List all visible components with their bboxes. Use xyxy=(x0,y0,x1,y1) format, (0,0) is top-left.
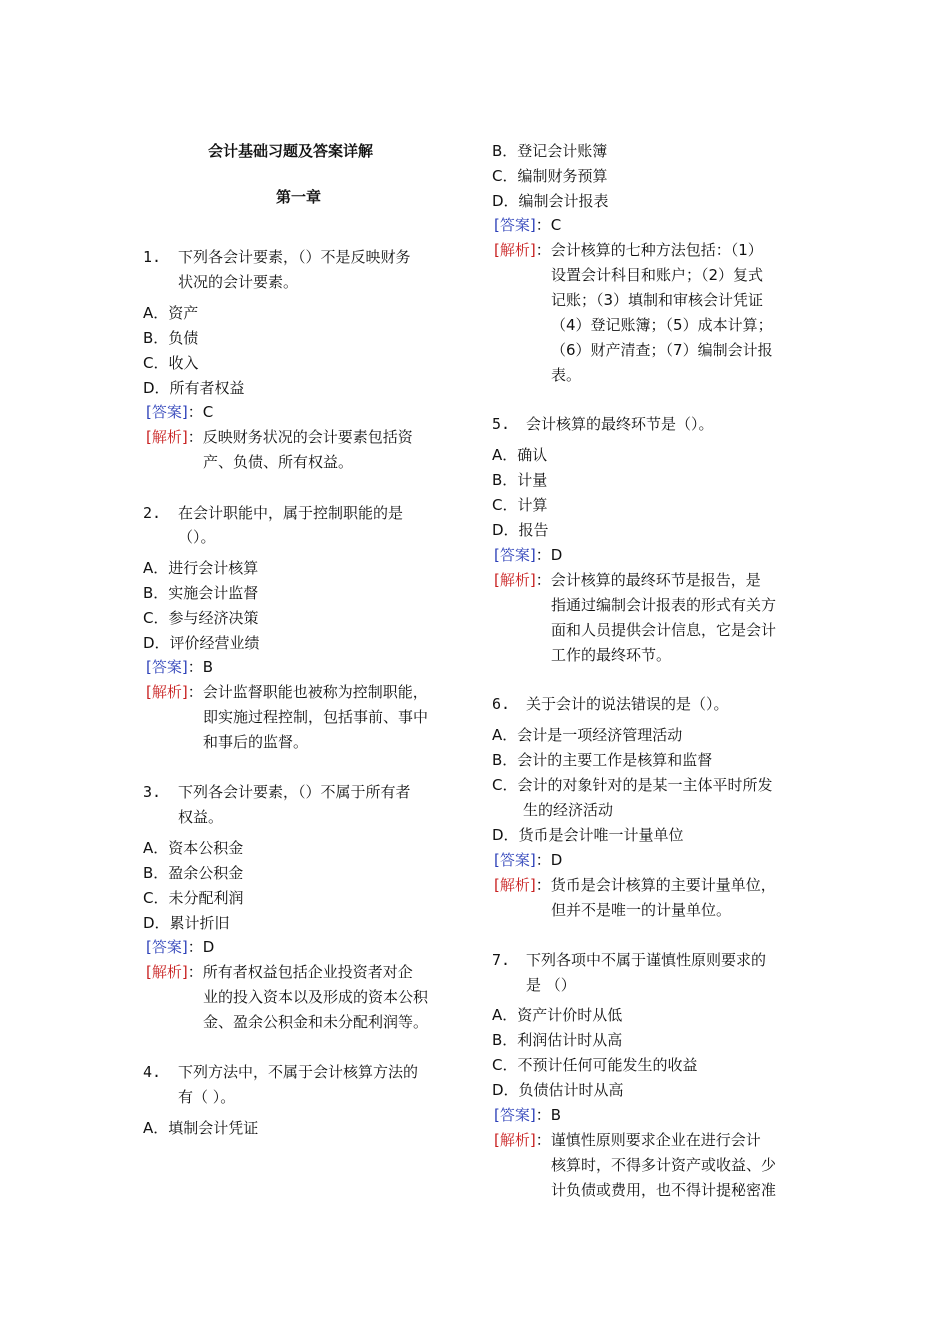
explanation-text: 产、负债、所有权益。 xyxy=(203,453,354,471)
explanation-text: ：货币是会计核算的主要计量单位， xyxy=(535,876,776,894)
answer-row xyxy=(146,936,214,958)
question-stem: 有（ ）。 xyxy=(178,1088,236,1106)
explanation-tag: [解析] xyxy=(494,571,536,589)
question-number: 2. xyxy=(143,504,162,522)
explanation-row xyxy=(146,426,413,448)
question-stem: 是 （） xyxy=(526,976,576,994)
answer-row xyxy=(494,849,562,871)
answer-row xyxy=(494,1104,561,1126)
option-b: B．计量 xyxy=(492,471,548,489)
explanation-text: 指通过编制会计报表的形式有关方 xyxy=(551,596,777,614)
answer-row xyxy=(146,401,213,423)
question-stem: 权益。 xyxy=(178,808,224,826)
option-a: A．填制会计凭证 xyxy=(143,1119,259,1137)
explanation-text: ：会计核算的七种方法包括：（1） xyxy=(535,241,763,259)
option-d: D．报告 xyxy=(492,521,549,539)
explanation-text: 即实施过程控制，包括事前、事中 xyxy=(203,708,429,726)
option-c-continued: 生的经济活动 xyxy=(523,801,614,819)
answer-tag: [答案] xyxy=(494,851,536,869)
explanation-tag: [解析] xyxy=(146,428,188,446)
question-stem: 在会计职能中，属于控制职能的是 xyxy=(178,504,404,522)
question-stem: 下列各项中不属于谨慎性原则要求的 xyxy=(526,951,767,969)
explanation-text: 表。 xyxy=(551,366,582,384)
question-stem: （）。 xyxy=(178,528,216,546)
explanation-row xyxy=(494,1129,761,1151)
explanation-tag: [解析] xyxy=(494,876,536,894)
option-b: B．实施会计监督 xyxy=(143,584,259,602)
explanation-text: ：会计核算的最终环节是报告，是 xyxy=(535,571,761,589)
explanation-text: 金、盈余公积金和未分配利润等。 xyxy=(203,1013,429,1031)
question-number: 3. xyxy=(143,783,162,801)
answer-row xyxy=(146,656,213,678)
option-b: B．负债 xyxy=(143,329,199,347)
explanation-row xyxy=(146,961,413,983)
option-a: A．会计是一项经济管理活动 xyxy=(492,726,683,744)
question-stem: 下列方法中，不属于会计核算方法的 xyxy=(178,1063,419,1081)
answer-value: ：B xyxy=(535,1106,562,1124)
explanation-tag: [解析] xyxy=(494,241,536,259)
explanation-tag: [解析] xyxy=(494,1131,536,1149)
option-a: A．进行会计核算 xyxy=(143,559,259,577)
answer-value: ：C xyxy=(535,216,562,234)
answer-tag: [答案] xyxy=(146,403,188,421)
answer-tag: [答案] xyxy=(494,216,536,234)
option-b: B．会计的主要工作是核算和监督 xyxy=(492,751,713,769)
chapter-heading: 第一章 xyxy=(276,188,322,206)
explanation-text: ：谨慎性原则要求企业在进行会计 xyxy=(535,1131,761,1149)
explanation-row xyxy=(494,239,763,261)
answer-tag: [答案] xyxy=(494,1106,536,1124)
question-stem: 关于会计的说法错误的是（）。 xyxy=(526,695,729,713)
explanation-tag: [解析] xyxy=(146,683,188,701)
option-a: A．资本公积金 xyxy=(143,839,244,857)
question-number: 4. xyxy=(143,1063,162,1081)
explanation-text: 和事后的监督。 xyxy=(203,733,309,751)
explanation-text: ：反映财务状况的会计要素包括资 xyxy=(187,428,413,446)
question-stem: 会计核算的最终环节是（）。 xyxy=(526,415,714,433)
option-d: D．编制会计报表 xyxy=(492,192,609,210)
answer-tag: [答案] xyxy=(146,658,188,676)
explanation-text: 核算时，不得多计资产或收益、少 xyxy=(551,1156,777,1174)
document-title: 会计基础习题及答案详解 xyxy=(208,142,374,160)
option-d: D．所有者权益 xyxy=(143,379,245,397)
option-b: B．盈余公积金 xyxy=(143,864,244,882)
option-a: A．确认 xyxy=(492,446,548,464)
option-b: B．利润估计时从高 xyxy=(492,1031,623,1049)
question-stem: 下列各会计要素，（）不属于所有者 xyxy=(178,783,411,801)
option-c: C．未分配利润 xyxy=(143,889,244,907)
explanation-row xyxy=(494,569,761,591)
option-c: C．参与经济决策 xyxy=(143,609,259,627)
answer-tag: [答案] xyxy=(494,546,536,564)
option-b: B．登记会计账簿 xyxy=(492,142,608,160)
option-a: A．资产计价时从低 xyxy=(492,1006,623,1024)
option-d: D．货币是会计唯一计量单位 xyxy=(492,826,684,844)
explanation-text: （6）财产清查；（7）编制会计报 xyxy=(551,341,773,359)
answer-value: ：C xyxy=(187,403,214,421)
explanation-row xyxy=(146,681,428,703)
option-c: C．不预计任何可能发生的收益 xyxy=(492,1056,698,1074)
answer-row xyxy=(494,544,562,566)
question-number: 1. xyxy=(143,248,162,266)
option-c: C．计算 xyxy=(492,496,548,514)
answer-row xyxy=(494,214,561,236)
question-stem: 状况的会计要素。 xyxy=(178,273,299,291)
explanation-text: 计负债或费用，也不得计提秘密准 xyxy=(551,1181,777,1199)
explanation-text: 业的投入资本以及形成的资本公积 xyxy=(203,988,429,1006)
explanation-text: 记账；（3）填制和审核会计凭证 xyxy=(551,291,764,309)
question-number: 6. xyxy=(492,695,511,713)
explanation-text: ：所有者权益包括企业投资者对企 xyxy=(187,963,413,981)
explanation-text: 面和人员提供会计信息，它是会计 xyxy=(551,621,777,639)
option-a: A．资产 xyxy=(143,304,199,322)
option-d: D．负债估计时从高 xyxy=(492,1081,624,1099)
explanation-text: 工作的最终环节。 xyxy=(551,646,672,664)
option-d: D．累计折旧 xyxy=(143,914,230,932)
option-d: D．评价经营业绩 xyxy=(143,634,260,652)
explanation-text: ：会计监督职能也被称为控制职能， xyxy=(187,683,428,701)
answer-value: ：D xyxy=(535,851,563,869)
answer-value: ：D xyxy=(535,546,563,564)
option-c: C．编制财务预算 xyxy=(492,167,608,185)
explanation-text: 设置会计科目和账户；（2）复式 xyxy=(551,266,764,284)
answer-tag: [答案] xyxy=(146,938,188,956)
explanation-tag: [解析] xyxy=(146,963,188,981)
explanation-text: 但并不是唯一的计量单位。 xyxy=(551,901,732,919)
answer-value: ：D xyxy=(187,938,215,956)
option-c: C．会计的对象针对的是某一主体平时所发 xyxy=(492,776,773,794)
option-c: C．收入 xyxy=(143,354,199,372)
answer-value: ：B xyxy=(187,658,214,676)
explanation-row xyxy=(494,874,776,896)
explanation-text: （4）登记账簿；（5）成本计算； xyxy=(551,316,773,334)
question-number: 7. xyxy=(492,951,511,969)
question-stem: 下列各会计要素，（）不是反映财务 xyxy=(178,248,411,266)
question-number: 5. xyxy=(492,415,511,433)
